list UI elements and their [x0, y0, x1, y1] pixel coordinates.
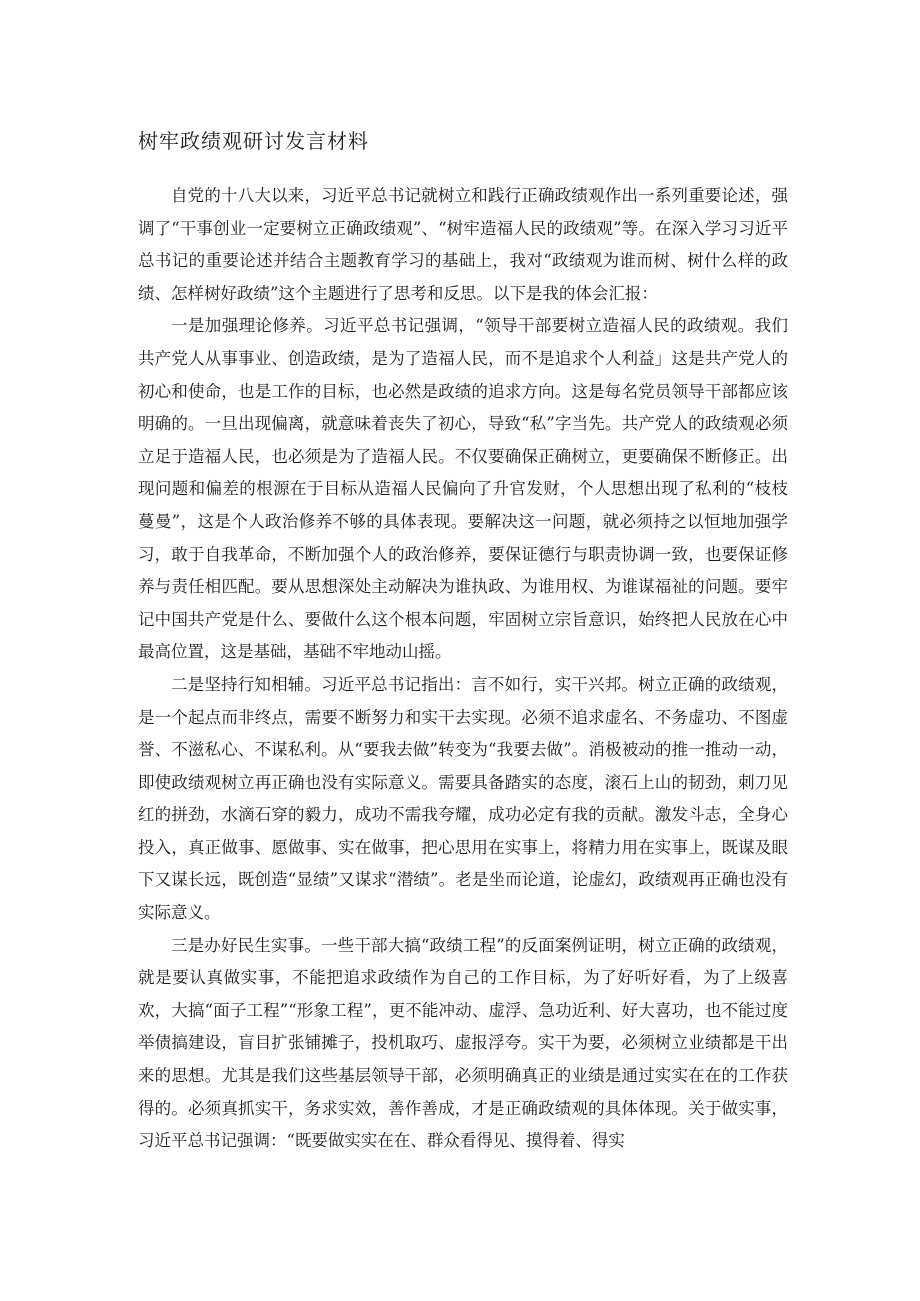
paragraph-theory-cultivation: 一是加强理论修养。习近平总书记强调，“领导干部要树立造福人民的政绩观。我们共产党人从事事业、创造政绩，是为了造福人民，而不是追求个人利益」这是共产党人的初心和使命，也是工作的目标，也必然是政绩的追求方向。这是每名党员领导干部都应该明确的。一旦出现偏离，就意味着丧失了初心，导致“私”字当先。共产党人的政绩观必须立足于造福人民，也必须是为了造福人民。不仅要确保正确树立，更要确保不断修正。出现问题和偏差的根源在于目标从造福人民偏向了升官发财，个人思想出现了私利的“枝枝蔓曼”，这是个人政治修养不够的具体表现。要解决这一问题，就必须持之以恒地加强学习，敢于自我革命，不断加强个人的政治修养，要保证德行与职责协调一致，也要保证修养与责任相匹配。要从思想深处主动解决为谁执政、为谁用权、为谁谋福祉的问题。要牢记中国共产党是什么、要做什么这个根本问题，牢固树立宗旨意识，始终把人民放在心中最高位置，这是基础，基础不牢地动山摇。: [138, 316, 788, 662]
paragraph-intro: 自党的十八大以来，习近平总书记就树立和践行正确政绩观作出一系列重要论述，强调了“干事创业一定要树立正确政绩观”、“树牢造福人民的政绩观”等。在深入学习习近平总书记的重要论述并结合主题教育学习的基础上，我对“政绩观为谁而树、树什么样的政绩、怎样树好政绩”这个主题进行了思考和反思。以下是我的体会汇报：: [138, 186, 788, 303]
paragraph-livelihood-affairs: 三是办好民生实事。一些干部大搞“政绩工程”的反面案例证明，树立正确的政绩观，就是要认真做实事，不能把追求政绩作为自己的工作目标，为了好听好看，为了上级喜欢，大搞“面子工程”“形象工程”，更不能冲动、虚浮、急功近利、好大喜功，也不能过度举债搞建设，盲目扩张铺摊子，投机取巧、虚报浮夸。实干为要，必须树立业绩都是干出来的思想。尤其是我们这些基层领导干部，必须明确真正的业绩是通过实实在在的工作获得的。必须真抓实干，务求实效，善作善成，才是正确政绩观的具体体现。关于做实事，习近平总书记强调：“既要做实实在在、群众看得见、摸得着、得实: [138, 935, 788, 1151]
paragraph-knowledge-action: 二是坚持行知相辅。习近平总书记指出：言不如行，实干兴邦。树立正确的政绩观，是一个起点而非终点，需要不断努力和实干去实现。必须不追求虚名、不务虚功、不图虚誉、不滋私心、不谋私利。从“要我去做”转变为“我要去做”。消极被动的推一推动一动，即使政绩观树立再正确也没有实际意义。需要具备踏实的态度，滚石上山的韧劲，刺刀见红的拼劲，水滴石穿的毅力，成功不需我夸耀，成功必定有我的贡献。激发斗志，全身心投入，真正做事、愿做事、实在做事，把心思用在实事上，将精力用在实事上，既谋及眼下又谋长远，既创造“显绩”又谋求“潜绩”。老是坐而论道，论虚幻，政绩观再正确也没有实际意义。: [138, 674, 788, 923]
document-title: 树牢政绩观研讨发言材料: [138, 129, 369, 153]
document-body: [138, 180, 788, 1158]
